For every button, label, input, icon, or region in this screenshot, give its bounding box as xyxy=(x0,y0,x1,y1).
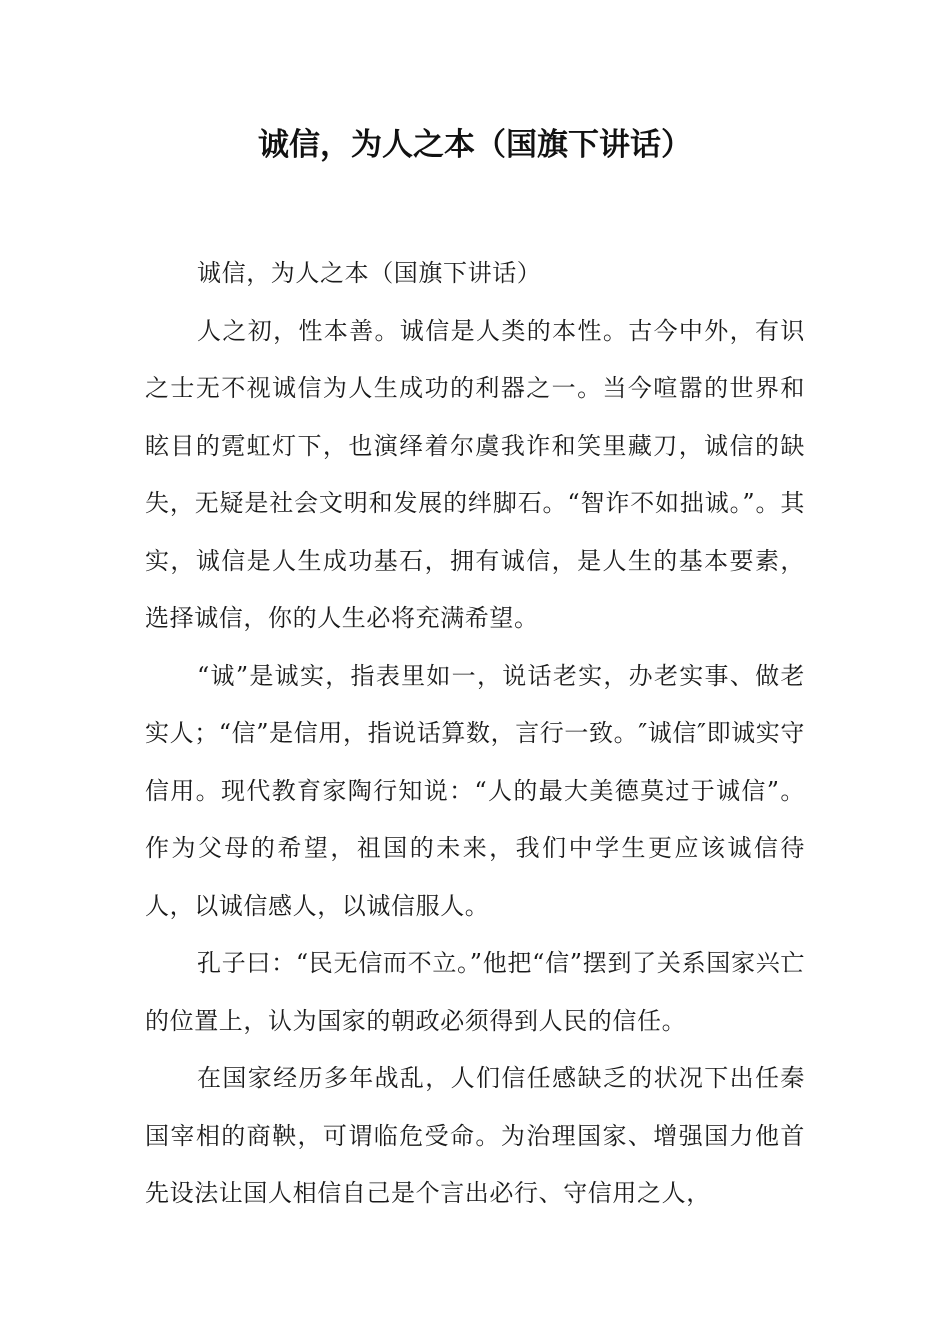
document-title: 诚信，为人之本（国旗下讲话） xyxy=(258,127,692,163)
paragraph: 在国家经历多年战乱，人们信任感缺乏的状况下出任秦国宰相的商鞅，可谓临危受命。为治理国家、增强国力他首先设法让国人相信自己是个言出必行、守信用之人， xyxy=(145,1064,805,1207)
paragraph: 人之初，性本善。诚信是人类的本性。古今中外，有识之士无不视诚信为人生成功的利器之一。当今喧嚣的世界和眩目的霓虹灯下，也演绎着尔虞我诈和笑里藏刀，诚信的缺失，无疑是社会文明和发展的绊脚石。“智诈不如拙诚。”。其实，诚信是人生成功基石，拥有诚信，是人生的基本要素，选择诚信，你的人生必将充满希望。 xyxy=(145,316,805,632)
paragraph: “诚”是诚实，指表里如一，说话老实，办老实事、做老实人；“信”是信用，指说话算数，言行一致。″诚信″即诚实守信用。现代教育家陶行知说：“人的最大美德莫过于诚信”。作为父母的希望，祖国的未来，我们中学生更应该诚信待人，以诚信感人，以诚信服人。 xyxy=(145,661,805,920)
paragraph: 孔子曰：“民无信而不立。”他把“信”摆到了关系国家兴亡的位置上，认为国家的朝政必须得到人民的信任。 xyxy=(145,949,805,1035)
paragraph-subtitle: 诚信，为人之本（国旗下讲话） xyxy=(197,259,542,287)
document-body xyxy=(145,245,805,1223)
